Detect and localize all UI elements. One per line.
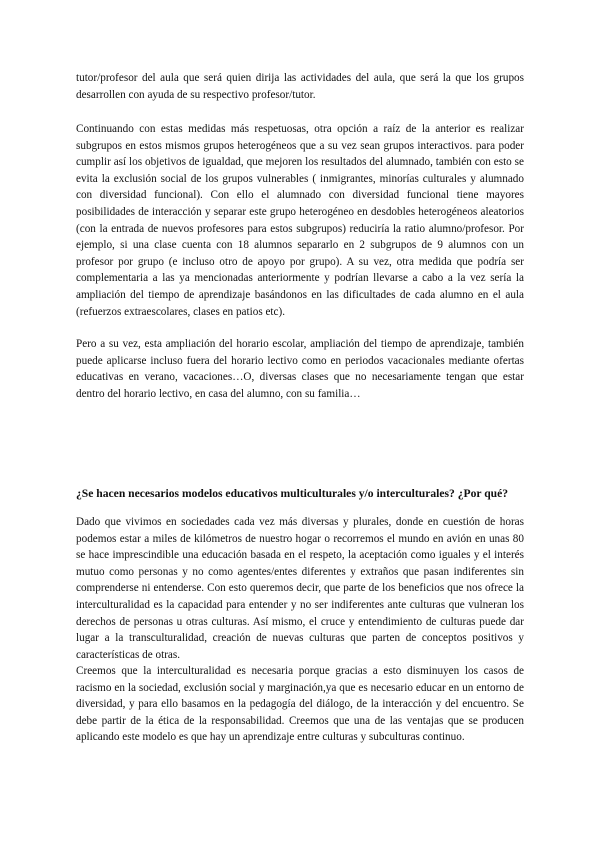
paragraph-subgroups: Continuando con estas medidas más respetuosas, otra opción a raíz de la anterior es realizar subgrupos en estos mismos grupos heterogéneos que a su vez sean grupos interactivos. para poder cumplir así los objetivos de igualdad, que mejoren los resultados del alumnado, también con esto se evita la exclusión social de los grupos vulnerables ( inmigrantes, minorías culturales y alumnado con diversidad funcional). Con ello el alumnado con diversidad funcional tiene mayores posibilidades de interacción y separar este grupo heterogéneo en desdobles heterogéneos aleatorios (con la entrada de nuevos profesores para estos subgrupos) reduciría la ratio alumno/profesor. Por ejemplo, si una clase cuenta con 18 alumnos separarlo en 2 subgrupos de 9 alumnos con un profesor por grupo (e incluso otro de apoyo por grupo). A su vez, otra medida que podría ser complementaria a las ya mencionadas anteriormente y podrían llevarse a cabo a la vez sería la ampliación del tiempo de aprendizaje basándonos en las dificultades de cada alumno en el aula (refuerzos extraescolares, clases en patios etc).: [76, 123, 524, 318]
paragraph-schedule-extension: Pero a su vez, esta ampliación del horario escolar, ampliación del tiempo de aprendizaje, también puede aplicarse incluso fuera del horario lectivo como en periodos vacacionales mediante ofertas educativas en verano, vacaciones…O, diversas clases que no necesariamente tengan que estar dentro del horario lectivo, en casa del alumno, con su familia…: [76, 338, 524, 400]
paragraph-interculturality: Creemos que la interculturalidad es necesaria porque gracias a esto disminuyen los casos de racismo en la sociedad, exclusión social y marginación,ya que es necesario educar en un entorno de diversidad, y para ello basamos en la pedagogía del diálogo, de la interacción y del encuentro. Se debe partir de la ética de la responsabilidad. Creemos que una de las ventajas que se producen aplicando este modelo es que hay un aprendizaje entre culturas y subculturas continuo.: [76, 665, 524, 744]
paragraph-continuation: tutor/profesor del aula que será quien dirija las actividades del aula, que será la que los grupos desarrollen con ayuda de su respectivo profesor/tutor.: [76, 72, 524, 101]
paragraph-diverse-societies: Dado que vivimos en sociedades cada vez más diversas y plurales, donde en cuestión de horas podemos estar a miles de kilómetros de nuestro hogar o recorremos el mundo en avión en unas 80 se hace imprescindible una educación basada en el respeto, la aceptación como iguales y el interés mutuo como personas y no como agentes/entes diferentes y extraños que pasan indiferentes sin comprenderse ni entenderse. Con esto queremos decir, que parte de los beneficios que nos ofrece la interculturalidad es la capacidad para entender y no ser indiferentes ante culturas que vulneran los derechos de personas u otras culturas. Así mismo, el cruce y entendimiento de culturas puede dar lugar a la transculturalidad, creación de nuevas culturas que parten de conceptos positivos y características de otras.: [76, 516, 524, 661]
section-heading: ¿Se hacen necesarios modelos educativos multiculturales y/o interculturales? ¿Por qué?: [76, 487, 509, 500]
